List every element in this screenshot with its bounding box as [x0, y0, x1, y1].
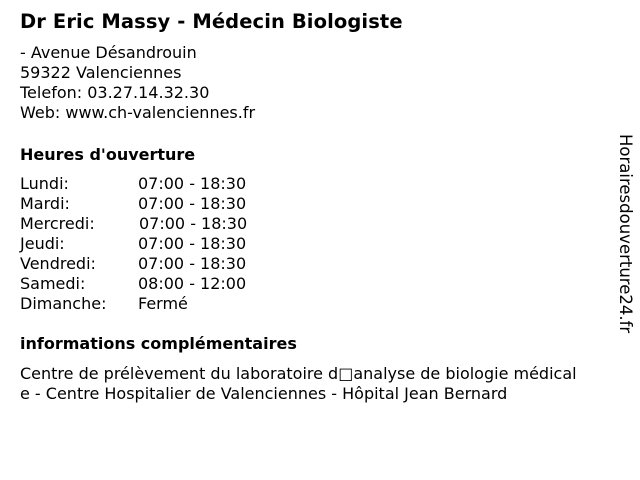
opening-hours-list [20, 174, 280, 314]
hours-row-tuesday [20, 194, 280, 214]
hours-row-sunday [20, 294, 280, 314]
time-value: 07:00 - 18:30 [138, 254, 247, 273]
additional-info-heading: informations complémentaires [20, 334, 297, 353]
day-label: Mercredi: [20, 214, 95, 233]
day-label: Jeudi: [20, 234, 65, 253]
address-city: 59322 Valenciennes [20, 63, 182, 82]
day-label: Dimanche: [20, 294, 107, 313]
hours-row-wednesday [20, 214, 280, 234]
hours-row-monday [20, 174, 280, 194]
time-value: 07:00 - 18:30 [138, 174, 247, 193]
time-value: 07:00 - 18:30 [138, 194, 247, 213]
site-watermark: Horairesdouverture24.fr [616, 134, 635, 334]
hours-row-friday [20, 254, 280, 274]
time-value: 07:00 - 18:30 [138, 234, 247, 253]
page-title: Dr Eric Massy - Médecin Biologiste [20, 10, 403, 33]
day-label: Samedi: [20, 274, 86, 293]
time-value: 07:00 - 18:30 [139, 214, 248, 233]
additional-info-text [20, 364, 624, 404]
address-block [20, 43, 255, 123]
info-line-2: e - Centre Hospitalier de Valenciennes - Hôpital Jean Bernard [20, 384, 508, 403]
time-value: 08:00 - 12:00 [138, 274, 247, 293]
hours-row-thursday [20, 234, 280, 254]
info-line-1: Centre de prélèvement du laboratoire d□analyse de biologie médical [20, 364, 577, 383]
website: Web: www.ch-valenciennes.fr [20, 103, 256, 122]
day-label: Lundi: [20, 174, 69, 193]
time-value: Fermé [138, 294, 188, 313]
phone-number: Telefon: 03.27.14.32.30 [20, 83, 210, 102]
opening-hours-heading: Heures d'ouverture [20, 145, 196, 164]
day-label: Vendredi: [20, 254, 96, 273]
hours-row-saturday [20, 274, 280, 294]
day-label: Mardi: [20, 194, 70, 213]
address-street: - Avenue Désandrouin [20, 43, 197, 62]
